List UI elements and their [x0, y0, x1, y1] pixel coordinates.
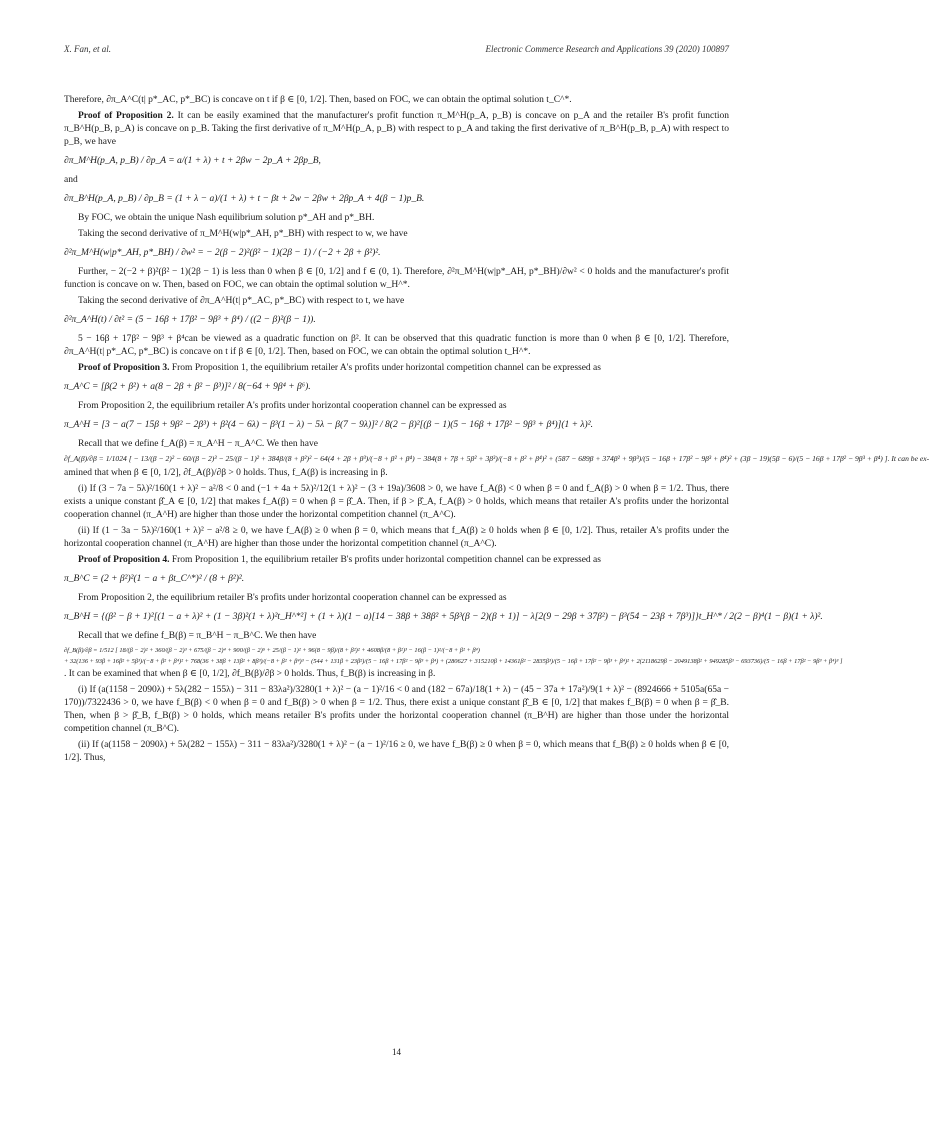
page-number: 14 — [392, 1047, 401, 1057]
proof-heading: Proof of Proposition 4. — [78, 555, 170, 565]
paragraph: Taking the second derivative of π_M^H(w|p*_AH, p*_BH) with respect to w, we have — [78, 229, 408, 239]
paragraph: Further, − 2(−2 + β)²(β² − 1)(2β − 1) is less than 0 when β ∈ [0, 1/2] and f ∈ (0, 1). Therefore, ∂²π_M^H(w|p*_AH, p*_BH)/∂w² < 0 holds and the manufacturer's profit function is concave on w. Then, based on FOC, we can obtain the optimal solution w_H^*. — [64, 267, 729, 290]
equation: ∂π_B^H(p_A, p_B) / ∂p_B = (1 + λ − a)/(1 + λ) + t − βt + 2w − 2βw + 2βp_A + 4(β − 1)p_B. — [64, 194, 425, 204]
paragraph: amined that when β ∈ [0, 1/2], ∂f_A(β)/∂β > 0 holds. Thus, f_A(β) is increasing in β. — [64, 468, 388, 478]
header-authors: X. Fan, et al. — [64, 44, 111, 54]
paragraph: Therefore, ∂π_A^C(t| p*_AC, p*_BC) is concave on t if β ∈ [0, 1/2]. Then, based on FOC, we can obtain the optimal solution t_C^*. — [64, 95, 572, 105]
paragraph: (ii) If (1 − 3a − 5λ)²/160(1 + λ)² − a²/8 ≥ 0, we have f_A(β) ≥ 0 when β = 0, which means that f_A(β) ≥ 0 holds when β ∈ [0, 1/2]. Thus, retailer A's profits under the horizontal cooperation channel (π_A^H) are higher than those under the horizontal competition channel (π_A^C). — [64, 526, 729, 549]
proof-paragraph — [64, 554, 729, 567]
paragraph: and — [64, 175, 78, 185]
equation: + 32(136 + 93β + 16β² + 5β³)/(−8 + β² + β⁴)² + 768(36 + 38β + 13β² + 8β³)/(−8 + β² + β⁴)³ − (544 + 131β + 23β²)/(5 − 16β + 17β² − 9β³ + β⁴) + (280627 + 315210β + 14361β² − 2835β³)/(5 − 16β + 17β² − 9β³ + β⁴)² + 2(2118629β − 2049138β² + 949285β³ − 693736)/(5 − 16β + 17β² − 9β³ + β⁴)³ ] — [64, 658, 843, 665]
paragraph: (ii) If (a(1158 − 2090λ) + 5λ(282 − 155λ) − 311 − 83λa²)/3280(1 + λ)² − (a − 1)²/16 ≥ 0, we have f_B(β) ≥ 0 when β = 0, which means that f_B(β) ≥ 0 holds when β ∈ [0, 1/2]. Thus, — [64, 740, 729, 763]
paragraph: Recall that we define f_A(β) = π_A^H − π_A^C. We then have — [78, 439, 318, 449]
equation: ∂π_M^H(p_A, p_B) / ∂p_A = a/(1 + λ) + t + 2βw − 2p_A + 2βp_B, — [64, 156, 321, 166]
paragraph: (i) If (a(1158 − 2090λ) + 5λ(282 − 155λ) − 311 − 83λa²)/3280(1 + λ)² − (a − 1)²/16 < 0 and (182 − 67a)/18(1 + λ) − (45 − 37a + 17a²)/9(1 + λ)² − (8924666 + 5105a(65a − 170))/7322436 > 0, we have f_B(β) < 0 when β = 0 and f_B(β) > 0 when β = 1/2. Thus, there exist a unique constant β̂_B ∈ [0, 1/2] that makes f_B(β) = 0 when β = β̂_B. Then, when β > β̂_B, f_B(β) > 0 holds, which means retailer B's profits under the horizontal cooperation channel (π_B^H) are higher than those under the horizontal competition channel (π_B^C). — [64, 685, 729, 734]
running-header — [64, 44, 729, 58]
paragraph-text: From Proposition 1, the equilibrium retailer A's profits under horizontal competition channel can be expressed as — [169, 363, 601, 373]
paragraph: Taking the second derivative of ∂π_A^H(t| p*_AC, p*_BC) with respect to t, we have — [78, 296, 405, 306]
equation: ∂f_A(β)/∂β = 1/1024 [ − 13/(β − 2)² − 60/(β − 2)³ − 25/(β − 1)² + 384β/(8 + β²)² − 64(4 + 2β + β³)/(−8 + β² + β⁴) − 384(8 + 7β + 5β² + 3β³)/(−8 + β² + β⁴)² + (587 − 689β + 374β² + 9β³)/(5 − 16β + 17β² − 9β³ + β⁴)² + (3β − 19)(5β − 6)/(5 − 16β + 17β² − 9β³ + β⁴) ]. It can be ex- — [64, 454, 929, 463]
paragraph: From Proposition 2, the equilibrium retailer A's profits under horizontal cooperation channel can be expressed as — [78, 401, 507, 411]
paragraph: Recall that we define f_B(β) = π_B^H − π_B^C. We then have — [78, 631, 317, 641]
header-journal: Electronic Commerce Research and Applications 39 (2020) 100897 — [485, 44, 729, 54]
paragraph: By FOC, we obtain the unique Nash equilibrium solution p*_AH and p*_BH. — [78, 213, 375, 223]
proof-heading: Proof of Proposition 3. — [78, 363, 170, 373]
paragraph: . It can be examined that when β ∈ [0, 1/2], ∂f_B(β)/∂β > 0 holds. Thus, f_B(β) is increasing in β. — [64, 669, 436, 679]
equation: π_B^H = {(β² − β + 1)²[(1 − a + λ)² + (1 − 3β)²(1 + λ)²t_H^*²] + (1 + λ)(1 − a)[14 − 38β + 38β² + 5β³(β − 2)(β + 1)] − λ[2(9 − 29β + 37β²) − β³(54 − 23β + 7β³)]}t_H^* / 2(2 − β)⁴(1 − β)(1 + λ)². — [64, 612, 823, 622]
proof-paragraph — [64, 110, 729, 149]
paragraph: 5 − 16β + 17β² − 9β³ + β⁴can be viewed as a quadratic function on β². It can be observed that this quadratic function is more than 0 when β ∈ [0, 1/2]. Therefore, ∂π_A^H(t| p*_AC, p*_BC) is concave on t if β ∈ [0, 1/2]. Then, based on FOC, we can obtain the optimal solution t_H^*. — [64, 334, 729, 357]
page-body — [64, 94, 929, 768]
paragraph-text: From Proposition 1, the equilibrium retailer B's profits under horizontal competition channel can be expressed as — [169, 555, 601, 565]
paragraph: (i) If (3 − 7a − 5λ)²/160(1 + λ)² − a²/8 < 0 and (−1 + 4a + 5λ)²/12(1 + λ)² − (3 + 19a)/3608 > 0, we have f_A(β) < 0 when β = 0 and f_A(β) > 0 when β = 1/2. Thus, there exists a unique constant β̂_A ∈ [0, 1/2] that makes f_A(β) = 0 when β = β̂_A. Then, if β > β̂_A, f_A(β) > 0 holds, which means that retailer A's profits under the horizontal cooperation channel (π_A^H) are higher than those under the horizontal competition channel (π_A^C). — [64, 484, 729, 520]
equation: ∂f_B(β)/∂β = 1/512 [ 18/(β − 2)² + 360/(β − 2)³ + 675/(β − 2)⁴ + 900/(β − 2)⁵ + 25/(β − 1)² + 96(8 − 9β)/(8 + β²)² + 4608β/(8 + β²)³ − 16(β − 1)²/(−8 + β² + β⁴) — [64, 647, 480, 654]
paragraph-text: It can be easily examined that the manufacturer's profit function π_M^H(p_A, p_B) is concave on p_A and the retailer B's profit function π_B^H(p_B, p_A) is concave on p_B. Taking the first derivative of π_M^H(p_A, p_B) with respect to p_A and taking the first derivative of π_B^H(p_B, p_A) with respect to p_B, we have — [64, 111, 729, 147]
proof-heading: Proof of Proposition 2. — [78, 111, 174, 121]
equation: π_A^H = [3 − a(7 − 15β + 9β² − 2β³) + β²(4 − 6λ) − β³(1 − λ) − 5λ − β(7 − 9λ)]² / 8(2 − β)²[(β − 1)(5 − 16β + 17β² − 9β³ + β⁴)](1 + λ)². — [64, 420, 593, 430]
equation: ∂²π_A^H(t) / ∂t² = (5 − 16β + 17β² − 9β³ + β⁴) / ((2 − β)²(β − 1)). — [64, 315, 316, 325]
equation: π_B^C = (2 + β²)²(1 − a + βt_C^*)² / (8 + β²)². — [64, 574, 245, 584]
proof-paragraph — [64, 362, 729, 375]
paragraph: From Proposition 2, the equilibrium retailer B's profits under horizontal cooperation channel can be expressed as — [78, 593, 507, 603]
equation: ∂²π_M^H(w|p*_AH, p*_BH) / ∂w² = − 2(β − 2)²(β² − 1)(2β − 1) / (−2 + 2β + β²)². — [64, 248, 381, 258]
equation: π_A^C = [β(2 + β²) + a(8 − 2β + β² − β³)]² / 8(−64 + 9β⁴ + β⁶). — [64, 382, 311, 392]
